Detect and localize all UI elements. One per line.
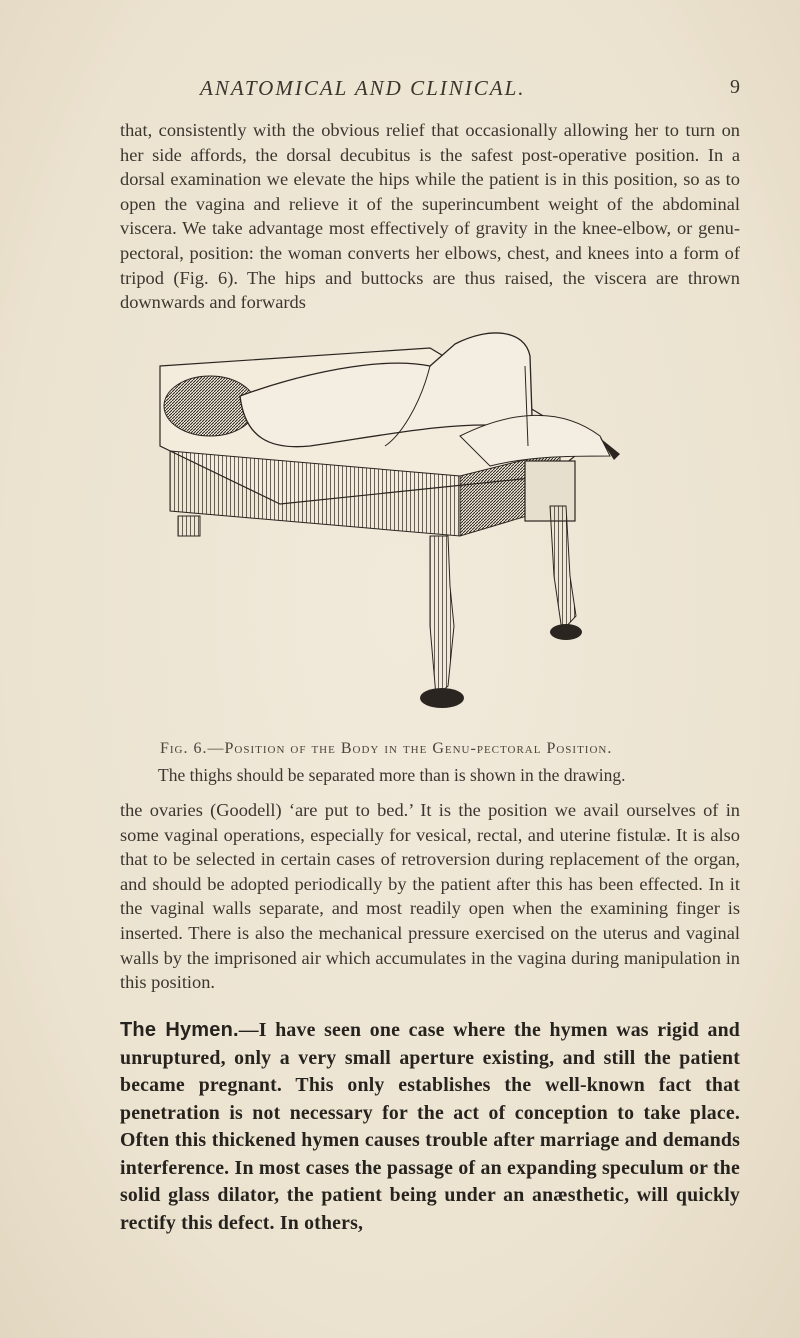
section-heading-hymen: The Hymen. <box>120 1019 239 1041</box>
figure-genu-pectoral-illustration <box>130 326 720 726</box>
paragraph-hymen-body: —I have seen one case where the hymen was rigid and unruptured, only a very small aperture existing, and still the patient became pregnant. This only establishes the well-known fact that penetration is not necessary for the act of conception to take place. Often this thickened hymen causes trouble after marriage and demands interference. In most cases the passage of an expanding speculum or the solid glass dilator, the patient being under an anæsthetic, will quickly rectify this defect. In others, <box>120 1019 740 1234</box>
paragraph-dorsal-position: that, consistently with the obvious relief that occasionally allowing her to turn on her side affords, the dorsal decubitus is the safest post-operative position. In a dorsal examination we elevate the hips while the patient is in this position, so as to open the vagina and relieve it of the superincumbent weight of the abdominal viscera. We take advantage most effectively of gravity in the knee-elbow, or genu-pectoral, position: the woman converts her elbows, chest, and knees into a form of tripod (Fig. 6). The hips and buttocks are thus raised, the viscera are thrown downwards and forwards <box>120 120 740 313</box>
paragraph-ovaries: the ovaries (Goodell) ‘are put to bed.’ It is the position we avail ourselves of in some vaginal operations, especially for vesical, rectal, and uterine fistulæ. It is also that to be selected in certain cases of retroversion during replacement of the organ, and should be adopted periodically by the patient after this has been effected. In it the vaginal walls separate, and most readily open when the examining finger is inserted. There is also the mechanical pressure exercised on the uterus and vaginal walls by the imprisoned air which accumulates in the vagina during manipulation in this position. <box>120 800 740 993</box>
figure-caption: Fig. 6.—Position of the Body in the Genu-pectoral Position. <box>160 740 613 757</box>
page-number: 9 <box>730 76 740 98</box>
paragraph-hymen <box>120 1017 740 1237</box>
engraving-drawing <box>130 326 720 726</box>
page-header <box>200 76 740 106</box>
figure-note: The thighs should be separated more than is shown in the drawing. <box>158 765 626 785</box>
running-title: ANATOMICAL AND CLINICAL. <box>200 76 526 100</box>
